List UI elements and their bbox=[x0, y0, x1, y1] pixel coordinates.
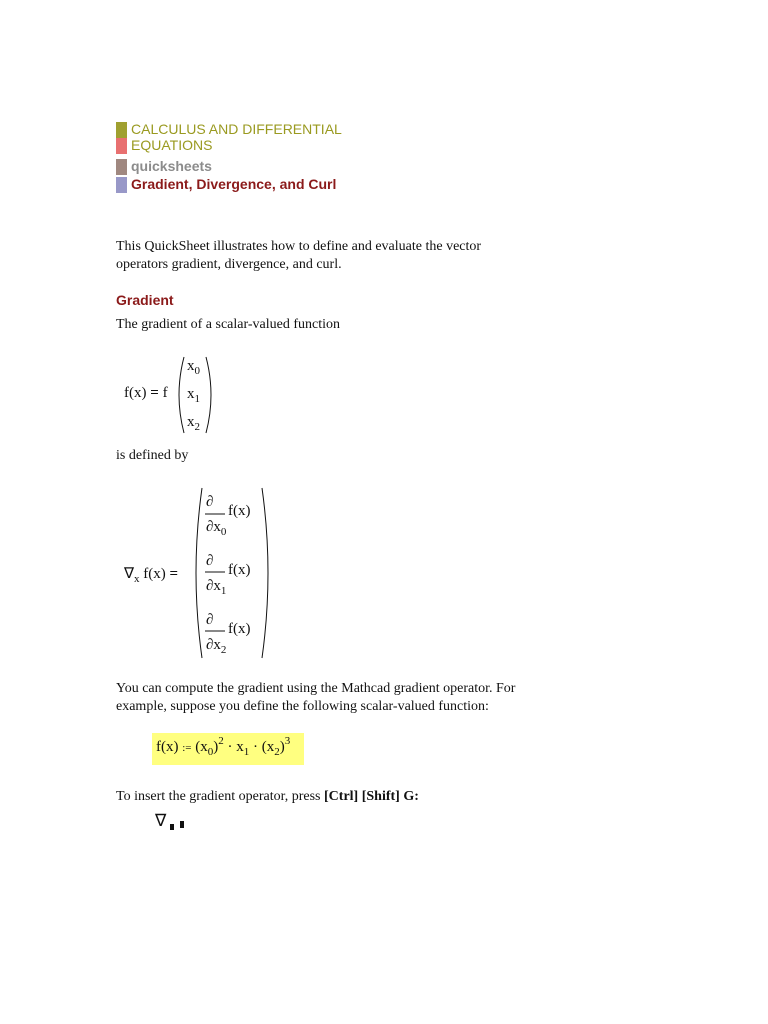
placeholder-slot-argument[interactable] bbox=[180, 821, 184, 828]
keyboard-shortcut: [Ctrl] [Shift] G: bbox=[324, 789, 419, 804]
placeholder-slot-subscript[interactable] bbox=[170, 824, 174, 830]
partial-denominator-1: $\partial x_1$ bbox=[206, 578, 227, 597]
fx-vector-x2: $x_2$ bbox=[187, 414, 200, 433]
gradient-paragraph-line-2: example, suppose you define the following scalar-valued function: bbox=[116, 699, 489, 714]
partial-numerator-2: ∂ bbox=[206, 612, 214, 628]
function-definition-region[interactable] bbox=[152, 733, 304, 765]
partial-denominator-0: $\partial x_0$ bbox=[206, 519, 227, 538]
defined-by-text: is defined by bbox=[116, 448, 189, 463]
category-swatch bbox=[116, 122, 127, 138]
gradient-paragraph-line-1: You can compute the gradient using the Mathcad gradient operator. For bbox=[116, 681, 516, 696]
title-swatch bbox=[116, 177, 127, 193]
category-row-2 bbox=[116, 137, 212, 154]
title-row bbox=[116, 176, 336, 193]
partial-function-0: f(x) bbox=[228, 503, 251, 519]
gradient-paragraph bbox=[116, 680, 515, 716]
partial-denominator-2: $\partial x_2$ bbox=[206, 637, 227, 656]
intro-line-1: This QuickSheet illustrates how to define and evaluate the vector bbox=[116, 239, 482, 254]
nabla-icon: ∇ bbox=[155, 811, 167, 830]
section-row bbox=[116, 158, 212, 175]
insert-instruction: To insert the gradient operator, press [Ctrl] [Shift] G: bbox=[116, 789, 419, 804]
category-label-2[interactable]: EQUATIONS bbox=[131, 137, 213, 153]
intro-line-2: operators gradient, divergence, and curl. bbox=[116, 257, 342, 272]
fx-vector-x0: $x_0$ bbox=[187, 358, 200, 377]
partial-function-2: f(x) bbox=[228, 621, 251, 637]
section-swatch bbox=[116, 159, 127, 175]
partial-numerator-0: ∂ bbox=[206, 494, 214, 510]
fx-vector-x1: $x_1$ bbox=[187, 386, 200, 405]
partial-numerator-1: ∂ bbox=[206, 553, 214, 569]
category-row bbox=[116, 121, 342, 138]
partial-function-1: f(x) bbox=[228, 562, 251, 578]
page-title: Gradient, Divergence, and Curl bbox=[131, 176, 337, 192]
intro-text bbox=[116, 238, 481, 274]
gradient-lhs: $\nabla_x$ f(x) = bbox=[124, 566, 179, 585]
fx-lhs: f(x) = f bbox=[124, 385, 168, 401]
function-definition: f(x) := $(x_0)^2 \cdot x_1 \cdot (x_2)^3$ bbox=[156, 735, 291, 758]
gradient-description: The gradient of a scalar-valued function bbox=[116, 317, 341, 332]
gradient-heading: Gradient bbox=[116, 292, 174, 308]
category-swatch-2 bbox=[116, 138, 127, 154]
category-label[interactable]: CALCULUS AND DIFFERENTIAL bbox=[131, 121, 342, 137]
gradient-operator-placeholder[interactable] bbox=[155, 811, 166, 831]
section-label[interactable]: quicksheets bbox=[131, 158, 212, 174]
